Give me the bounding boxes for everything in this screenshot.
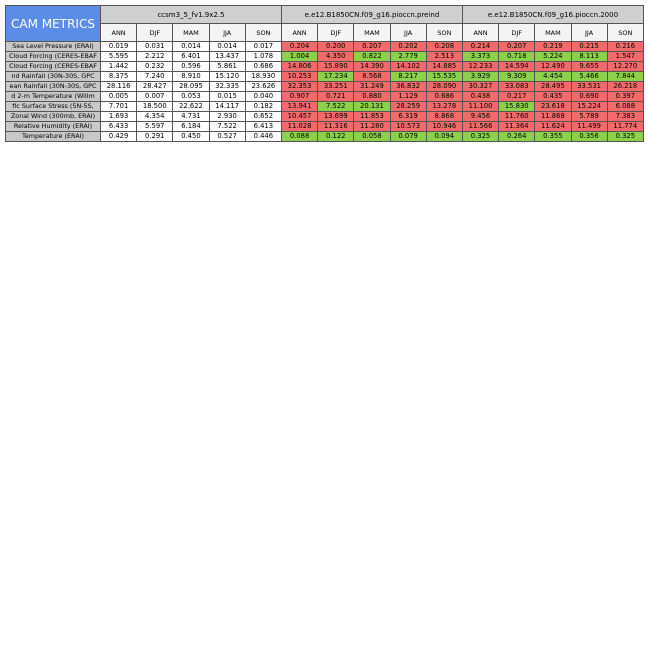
metric-value-cell: 4.354 bbox=[137, 112, 173, 122]
metric-value-cell: 0.880 bbox=[354, 92, 390, 102]
metric-value-cell: 0.079 bbox=[390, 132, 426, 142]
metric-label: ean Rainfall (30N-30S, GPC bbox=[6, 82, 101, 92]
season-header-mam: MAM bbox=[354, 24, 390, 42]
metric-value-cell: 20.131 bbox=[354, 102, 390, 112]
metric-value-cell: 0.397 bbox=[607, 92, 643, 102]
case-header-3: e.e12.B1850CN.f09_g16.pioccn.2000 bbox=[462, 6, 643, 24]
metric-value-cell: 0.686 bbox=[426, 92, 462, 102]
metric-value-cell: 0.053 bbox=[173, 92, 209, 102]
table-row bbox=[6, 132, 644, 142]
metric-value-cell: 6.433 bbox=[101, 122, 137, 132]
metric-value-cell: 9.309 bbox=[499, 72, 535, 82]
metric-value-cell: 0.429 bbox=[101, 132, 137, 142]
metric-value-cell: 0.182 bbox=[245, 102, 281, 112]
metric-label: d 2-m Temperature (Willm bbox=[6, 92, 101, 102]
table-row bbox=[6, 122, 644, 132]
metric-value-cell: 2.212 bbox=[137, 52, 173, 62]
metric-value-cell: 0.088 bbox=[281, 132, 317, 142]
case-header-2: e.e12.B1850CN.f09_g16.pioccn.preind bbox=[281, 6, 462, 24]
metric-value-cell: 0.446 bbox=[245, 132, 281, 142]
metric-value-cell: 32.335 bbox=[209, 82, 245, 92]
metric-value-cell: 11.774 bbox=[607, 122, 643, 132]
table-row bbox=[6, 52, 644, 62]
metric-value-cell: 0.325 bbox=[462, 132, 498, 142]
metric-value-cell: 33.251 bbox=[318, 82, 354, 92]
metric-value-cell: 5.224 bbox=[535, 52, 571, 62]
metric-value-cell: 9.456 bbox=[462, 112, 498, 122]
metric-value-cell: 15.224 bbox=[571, 102, 607, 112]
metric-value-cell: 14.117 bbox=[209, 102, 245, 112]
metric-value-cell: 30.327 bbox=[462, 82, 498, 92]
metric-value-cell: 7.522 bbox=[318, 102, 354, 112]
cam-metrics-table bbox=[5, 5, 644, 142]
table-row bbox=[6, 62, 644, 72]
season-header-son: SON bbox=[607, 24, 643, 42]
metric-value-cell: 5.789 bbox=[571, 112, 607, 122]
metric-value-cell: 6.401 bbox=[173, 52, 209, 62]
season-header-son: SON bbox=[245, 24, 281, 42]
metric-value-cell: 23.626 bbox=[245, 82, 281, 92]
season-header-ann: ANN bbox=[101, 24, 137, 42]
metric-label: Relative Humidity (ERAI) bbox=[6, 122, 101, 132]
metric-value-cell: 7.522 bbox=[209, 122, 245, 132]
metric-value-cell: 15.830 bbox=[499, 102, 535, 112]
metric-value-cell: 8.217 bbox=[390, 72, 426, 82]
metric-value-cell: 8.375 bbox=[101, 72, 137, 82]
season-header-djf: DJF bbox=[318, 24, 354, 42]
metric-label: Sea Level Pressure (ERAI) bbox=[6, 42, 101, 52]
metric-value-cell: 4.731 bbox=[173, 112, 209, 122]
metric-value-cell: 0.216 bbox=[607, 42, 643, 52]
season-header-mam: MAM bbox=[173, 24, 209, 42]
metric-value-cell: 6.088 bbox=[607, 102, 643, 112]
metric-value-cell: 0.202 bbox=[390, 42, 426, 52]
metric-value-cell: 36.832 bbox=[390, 82, 426, 92]
metric-value-cell: 7.844 bbox=[607, 72, 643, 82]
season-header-mam: MAM bbox=[535, 24, 571, 42]
table-row bbox=[6, 92, 644, 102]
metric-value-cell: 5.595 bbox=[101, 52, 137, 62]
metric-value-cell: 0.040 bbox=[245, 92, 281, 102]
metric-value-cell: 22.622 bbox=[173, 102, 209, 112]
metric-value-cell: 28.495 bbox=[535, 82, 571, 92]
metric-value-cell: 4.350 bbox=[318, 52, 354, 62]
season-header-row bbox=[6, 24, 644, 42]
metric-value-cell: 8.910 bbox=[173, 72, 209, 82]
metric-value-cell: 6.319 bbox=[390, 112, 426, 122]
metric-value-cell: 10.946 bbox=[426, 122, 462, 132]
season-header-jja: JJA bbox=[209, 24, 245, 42]
season-header-ann: ANN bbox=[281, 24, 317, 42]
table-row bbox=[6, 42, 644, 52]
metric-value-cell: 13.699 bbox=[318, 112, 354, 122]
metric-value-cell: 1.693 bbox=[101, 112, 137, 122]
metric-value-cell: 11.566 bbox=[462, 122, 498, 132]
metric-value-cell: 7.701 bbox=[101, 102, 137, 112]
metric-value-cell: 13.437 bbox=[209, 52, 245, 62]
metric-value-cell: 2.779 bbox=[390, 52, 426, 62]
metric-value-cell: 0.122 bbox=[318, 132, 354, 142]
metric-value-cell: 0.007 bbox=[137, 92, 173, 102]
metric-value-cell: 11.280 bbox=[354, 122, 390, 132]
metric-value-cell: 0.822 bbox=[354, 52, 390, 62]
metric-label: Cloud Forcing (CERES-EBAF bbox=[6, 52, 101, 62]
table-row bbox=[6, 72, 644, 82]
metric-value-cell: 12.233 bbox=[462, 62, 498, 72]
season-header-jja: JJA bbox=[390, 24, 426, 42]
metric-value-cell: 1.442 bbox=[101, 62, 137, 72]
metric-value-cell: 0.686 bbox=[245, 62, 281, 72]
metric-label: fic Surface Stress (5N-5S, bbox=[6, 102, 101, 112]
table-title: CAM METRICS bbox=[6, 6, 101, 42]
metric-value-cell: 5.466 bbox=[571, 72, 607, 82]
metric-value-cell: 0.214 bbox=[462, 42, 498, 52]
metric-value-cell: 3.373 bbox=[462, 52, 498, 62]
metric-value-cell: 13.941 bbox=[281, 102, 317, 112]
metric-value-cell: 0.031 bbox=[137, 42, 173, 52]
metric-value-cell: 0.450 bbox=[173, 132, 209, 142]
metric-value-cell: 28.259 bbox=[390, 102, 426, 112]
metric-value-cell: 0.019 bbox=[101, 42, 137, 52]
metric-value-cell: 33.083 bbox=[499, 82, 535, 92]
metric-value-cell: 10.253 bbox=[281, 72, 317, 82]
metric-value-cell: 6.184 bbox=[173, 122, 209, 132]
metric-value-cell: 0.017 bbox=[245, 42, 281, 52]
metric-value-cell: 0.721 bbox=[318, 92, 354, 102]
metric-value-cell: 7.240 bbox=[137, 72, 173, 82]
metric-value-cell: 5.597 bbox=[137, 122, 173, 132]
metric-value-cell: 1.004 bbox=[281, 52, 317, 62]
metric-value-cell: 4.454 bbox=[535, 72, 571, 82]
metric-value-cell: 14.885 bbox=[426, 62, 462, 72]
metric-value-cell: 6.413 bbox=[245, 122, 281, 132]
metric-value-cell: 31.249 bbox=[354, 82, 390, 92]
metric-value-cell: 0.232 bbox=[137, 62, 173, 72]
metric-value-cell: 1.078 bbox=[245, 52, 281, 62]
metric-value-cell: 7.383 bbox=[607, 112, 643, 122]
metric-value-cell: 0.291 bbox=[137, 132, 173, 142]
metric-value-cell: 0.356 bbox=[571, 132, 607, 142]
metric-value-cell: 0.217 bbox=[499, 92, 535, 102]
metric-value-cell: 5.861 bbox=[209, 62, 245, 72]
table-row bbox=[6, 112, 644, 122]
metric-value-cell: 2.930 bbox=[209, 112, 245, 122]
metric-value-cell: 11.760 bbox=[499, 112, 535, 122]
metric-value-cell: 9.655 bbox=[571, 62, 607, 72]
season-header-djf: DJF bbox=[499, 24, 535, 42]
metric-value-cell: 11.853 bbox=[354, 112, 390, 122]
metric-label: Zonal Wind (300mb, ERAI) bbox=[6, 112, 101, 122]
metric-value-cell: 28.090 bbox=[426, 82, 462, 92]
metric-value-cell: 23.618 bbox=[535, 102, 571, 112]
metric-label: nd Rainfall (30N-30S, GPC bbox=[6, 72, 101, 82]
metric-value-cell: 32.353 bbox=[281, 82, 317, 92]
metric-value-cell: 0.325 bbox=[607, 132, 643, 142]
metric-value-cell: 10.573 bbox=[390, 122, 426, 132]
metric-value-cell: 18.930 bbox=[245, 72, 281, 82]
metric-value-cell: 12.270 bbox=[607, 62, 643, 72]
metric-value-cell: 8.568 bbox=[354, 72, 390, 82]
metric-value-cell: 11.624 bbox=[535, 122, 571, 132]
metric-value-cell: 2.513 bbox=[426, 52, 462, 62]
metric-value-cell: 11.868 bbox=[535, 112, 571, 122]
metric-value-cell: 1.129 bbox=[390, 92, 426, 102]
metric-value-cell: 0.652 bbox=[245, 112, 281, 122]
metric-value-cell: 0.907 bbox=[281, 92, 317, 102]
metric-label: Temperature (ERAI) bbox=[6, 132, 101, 142]
metric-value-cell: 0.207 bbox=[354, 42, 390, 52]
metric-value-cell: 15.535 bbox=[426, 72, 462, 82]
table-row bbox=[6, 82, 644, 92]
season-header-djf: DJF bbox=[137, 24, 173, 42]
metric-label: Cloud Forcing (CERES-EBAF bbox=[6, 62, 101, 72]
season-header-jja: JJA bbox=[571, 24, 607, 42]
metrics-body bbox=[6, 42, 644, 142]
metric-value-cell: 11.499 bbox=[571, 122, 607, 132]
metric-value-cell: 0.058 bbox=[354, 132, 390, 142]
metric-value-cell: 0.435 bbox=[535, 92, 571, 102]
metric-value-cell: 0.718 bbox=[499, 52, 535, 62]
metric-value-cell: 26.218 bbox=[607, 82, 643, 92]
metric-value-cell: 11.028 bbox=[281, 122, 317, 132]
metric-value-cell: 0.527 bbox=[209, 132, 245, 142]
metric-value-cell: 11.364 bbox=[499, 122, 535, 132]
season-header-ann: ANN bbox=[462, 24, 498, 42]
metric-value-cell: 0.014 bbox=[173, 42, 209, 52]
metric-value-cell: 12.490 bbox=[535, 62, 571, 72]
metric-value-cell: 33.531 bbox=[571, 82, 607, 92]
metric-value-cell: 0.438 bbox=[462, 92, 498, 102]
metric-value-cell: 15.120 bbox=[209, 72, 245, 82]
metric-value-cell: 18.500 bbox=[137, 102, 173, 112]
metric-value-cell: 28.095 bbox=[173, 82, 209, 92]
metric-value-cell: 17.234 bbox=[318, 72, 354, 82]
metric-value-cell: 3.929 bbox=[462, 72, 498, 82]
metric-value-cell: 0.207 bbox=[499, 42, 535, 52]
metric-value-cell: 0.208 bbox=[426, 42, 462, 52]
metric-value-cell: 0.094 bbox=[426, 132, 462, 142]
metric-value-cell: 10.457 bbox=[281, 112, 317, 122]
metric-value-cell: 14.102 bbox=[390, 62, 426, 72]
metric-value-cell: 14.594 bbox=[499, 62, 535, 72]
metric-value-cell: 0.596 bbox=[173, 62, 209, 72]
metric-value-cell: 13.278 bbox=[426, 102, 462, 112]
metric-value-cell: 14.390 bbox=[354, 62, 390, 72]
metric-value-cell: 0.204 bbox=[281, 42, 317, 52]
metric-value-cell: 15.890 bbox=[318, 62, 354, 72]
metric-value-cell: 0.014 bbox=[209, 42, 245, 52]
metric-value-cell: 1.547 bbox=[607, 52, 643, 62]
season-header-son: SON bbox=[426, 24, 462, 42]
metric-value-cell: 0.355 bbox=[535, 132, 571, 142]
case-header-1: ccsm3_5_fv1.9x2.5 bbox=[101, 6, 282, 24]
metric-value-cell: 0.215 bbox=[571, 42, 607, 52]
metric-value-cell: 0.005 bbox=[101, 92, 137, 102]
metric-value-cell: 0.690 bbox=[571, 92, 607, 102]
metric-value-cell: 11.100 bbox=[462, 102, 498, 112]
metric-value-cell: 0.200 bbox=[318, 42, 354, 52]
metric-value-cell: 0.015 bbox=[209, 92, 245, 102]
table-row bbox=[6, 102, 644, 112]
metric-value-cell: 11.316 bbox=[318, 122, 354, 132]
metric-value-cell: 0.219 bbox=[535, 42, 571, 52]
metric-value-cell: 14.806 bbox=[281, 62, 317, 72]
metric-value-cell: 28.116 bbox=[101, 82, 137, 92]
metric-value-cell: 8.113 bbox=[571, 52, 607, 62]
metric-value-cell: 0.264 bbox=[499, 132, 535, 142]
metric-value-cell: 8.868 bbox=[426, 112, 462, 122]
metric-value-cell: 28.427 bbox=[137, 82, 173, 92]
